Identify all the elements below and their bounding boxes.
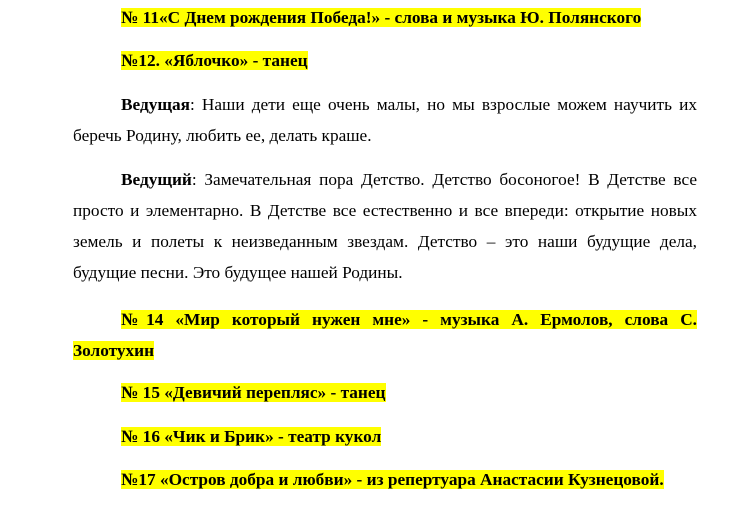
program-item-12 [73, 45, 697, 76]
program-item-16-text: № 16 «Чик и Брик» - театр кукол [121, 427, 382, 446]
program-item-15-text: № 15 «Девичий перепляс» - танец [121, 383, 386, 402]
program-item-17-text: №17 «Остров добра и любви» - из репертуара Анастасии Кузнецовой. [121, 470, 664, 489]
host-male-text: : Замечательная пора Детство. Детство босоногое! В Детстве все просто и элементарно. В Детстве все естественно и все впереди: открытие новых земель и полеты к неизведанным звездам. Детство – это наши будущие дела, будущие песни. Это будущее нашей Родины. [73, 170, 697, 282]
host-male-paragraph [73, 164, 697, 288]
program-item-15 [73, 377, 697, 408]
program-item-17 [73, 464, 697, 495]
program-item-14-text: №14 «Мир который нужен мне» - музыка А. Ермолов, слова С. Золотухин [73, 310, 697, 360]
program-item-12-text: №12. «Яблочко» - танец [121, 51, 308, 70]
program-item-11-text: № 11«С Днем рождения Победа!» - слова и музыка Ю. Полянского [121, 8, 642, 27]
program-item-14 [73, 304, 697, 366]
host-female-paragraph [73, 89, 697, 151]
speaker-label-male: Ведущий [121, 170, 192, 189]
speaker-label-female: Ведущая [121, 95, 190, 114]
program-item-16 [73, 421, 697, 452]
program-item-11 [73, 2, 697, 33]
host-female-text: : Наши дети еще очень малы, но мы взрослые можем научить их беречь Родину, любить ее, делать краше. [73, 95, 697, 145]
